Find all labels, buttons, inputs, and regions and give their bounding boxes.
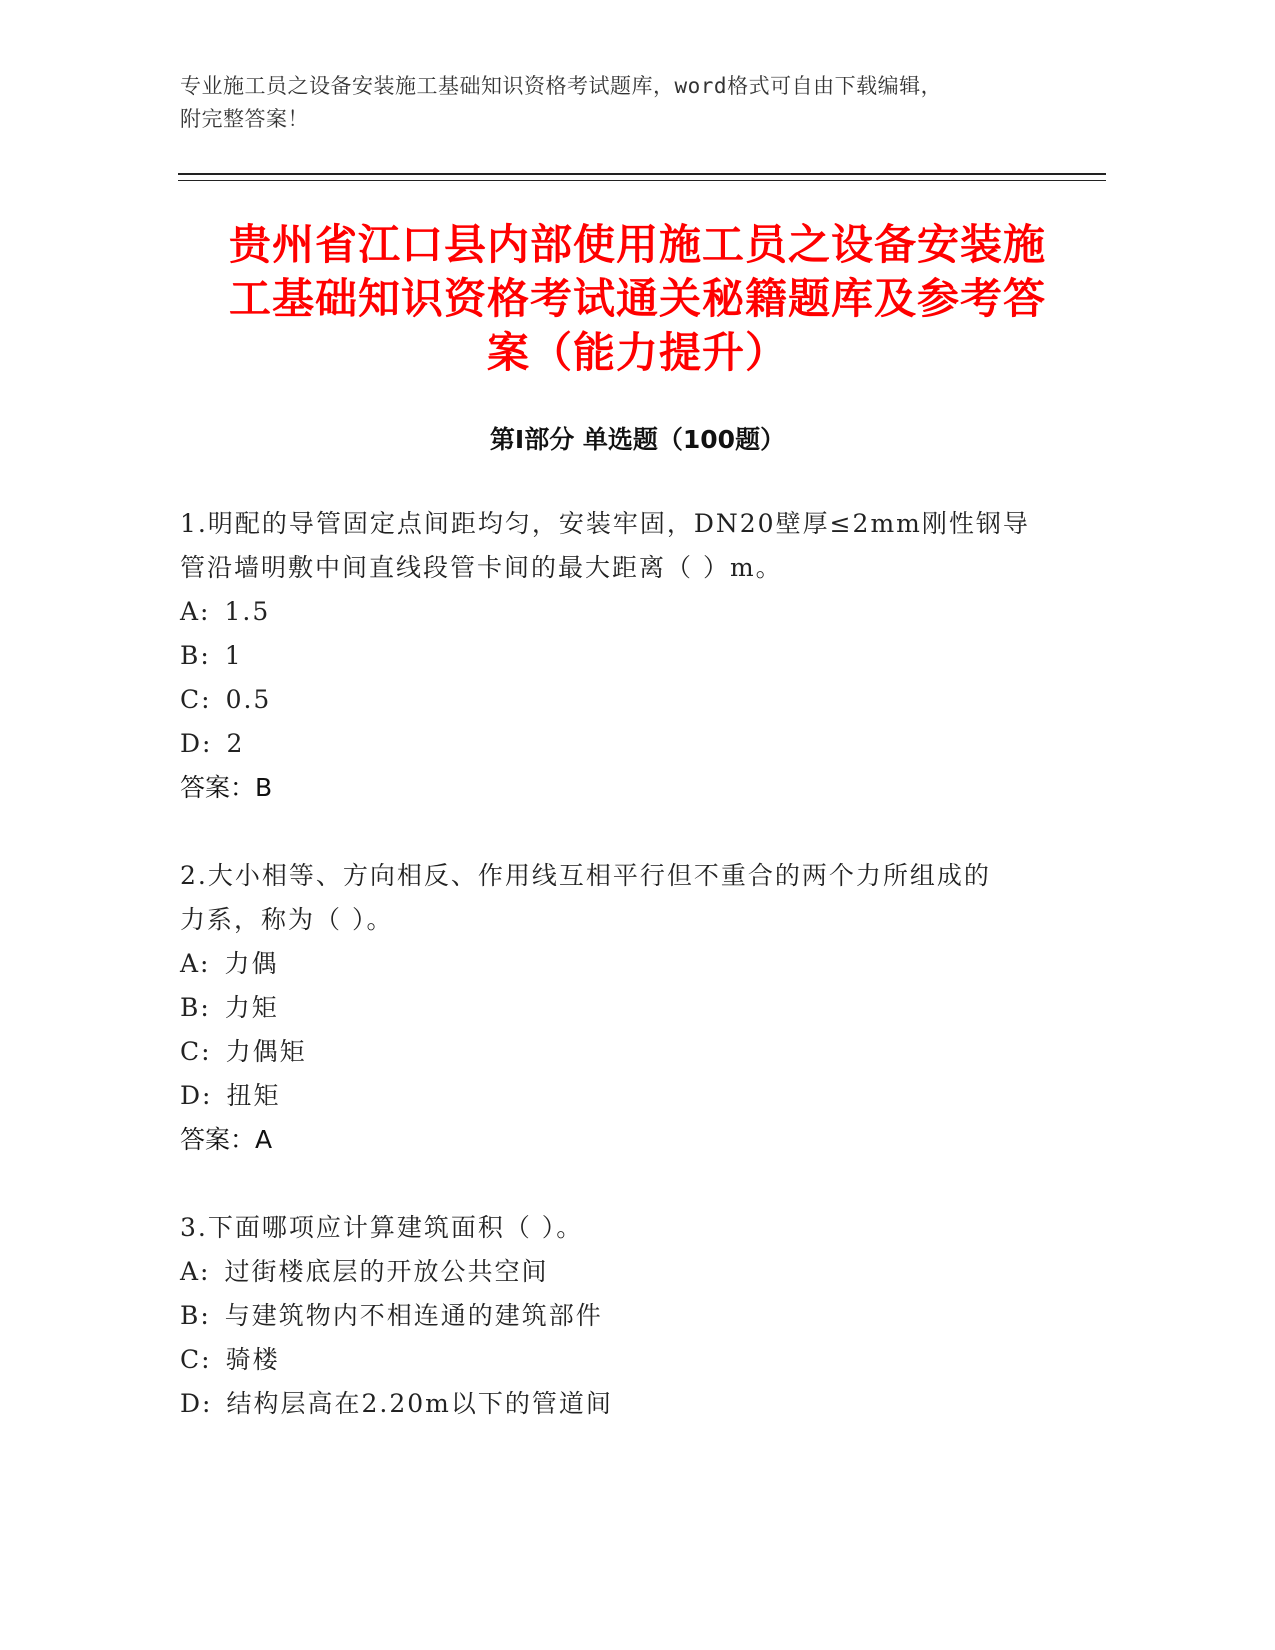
option-text: 过街楼底层的开放公共空间: [224, 1257, 549, 1286]
option-d: [180, 722, 1080, 766]
option-key: A:: [180, 949, 211, 978]
option-a: [180, 942, 1080, 986]
option-text: 结构层高在2.20m以下的管道间: [226, 1389, 613, 1418]
option-text: 与建筑物内不相连通的建筑部件: [224, 1301, 603, 1330]
option-key: C:: [180, 1037, 212, 1066]
option-a: [180, 590, 1080, 634]
question-item: [180, 502, 1080, 810]
answer-line: 答案：B: [180, 773, 273, 802]
header-divider-thin: [178, 180, 1106, 181]
title-line: 案（能力提升）: [486, 328, 788, 377]
option-b: [180, 634, 1080, 678]
option-key: B:: [180, 1301, 211, 1330]
option-a: [180, 1250, 1080, 1294]
header-divider: [178, 173, 1106, 175]
document-title: [180, 218, 1095, 380]
option-text: 0.5: [225, 685, 272, 714]
option-text: 力矩: [224, 993, 279, 1022]
section-heading: 第Ⅰ部分 单选题（100题）: [489, 425, 786, 454]
question-item: [180, 854, 1080, 1162]
option-text: 力偶: [224, 949, 279, 978]
option-key: B:: [180, 993, 211, 1022]
question-stem: 3.下面哪项应计算建筑面积（ ）。: [180, 1213, 584, 1242]
answer-line: 答案：A: [180, 1125, 273, 1154]
option-d: [180, 1382, 1080, 1426]
option-c: [180, 1030, 1080, 1074]
option-text: 1.5: [224, 597, 271, 626]
question-item: [180, 1206, 1080, 1426]
option-text: 1: [224, 641, 243, 670]
title-line: 贵州省江口县内部使用施工员之设备安装施: [228, 220, 1046, 269]
question-stem: 管沿墙明敷中间直线段管卡间的最大距离（ ）m。: [180, 553, 783, 582]
question-stem: 力系，称为（ ）。: [180, 905, 394, 934]
header-note: [180, 70, 1080, 136]
option-c: [180, 678, 1080, 722]
option-key: A:: [180, 597, 211, 626]
question-list: [180, 502, 1080, 1470]
option-text: 扭矩: [226, 1081, 281, 1110]
option-key: B:: [180, 641, 211, 670]
header-note-line: 专业施工员之设备安装施工基础知识资格考试题库，word格式可自由下载编辑，: [180, 74, 943, 98]
option-text: 2: [226, 729, 245, 758]
option-text: 骑楼: [225, 1345, 280, 1374]
option-key: C:: [180, 1345, 212, 1374]
option-c: [180, 1338, 1080, 1382]
question-stem: 2.大小相等、方向相反、作用线互相平行但不重合的两个力所组成的: [180, 861, 991, 890]
option-key: D:: [180, 1389, 213, 1418]
option-key: C:: [180, 685, 212, 714]
question-stem: 1.明配的导管固定点间距均匀，安装牢固，DN20壁厚≤2mm刚性钢导: [180, 509, 1030, 538]
option-key: D:: [180, 1081, 213, 1110]
option-b: [180, 1294, 1080, 1338]
option-key: D:: [180, 729, 213, 758]
title-line: 工基础知识资格考试通关秘籍题库及参考答: [228, 274, 1046, 323]
option-b: [180, 986, 1080, 1030]
option-key: A:: [180, 1257, 211, 1286]
header-note-line: 附完整答案！: [180, 107, 309, 131]
option-d: [180, 1074, 1080, 1118]
option-text: 力偶矩: [225, 1037, 307, 1066]
